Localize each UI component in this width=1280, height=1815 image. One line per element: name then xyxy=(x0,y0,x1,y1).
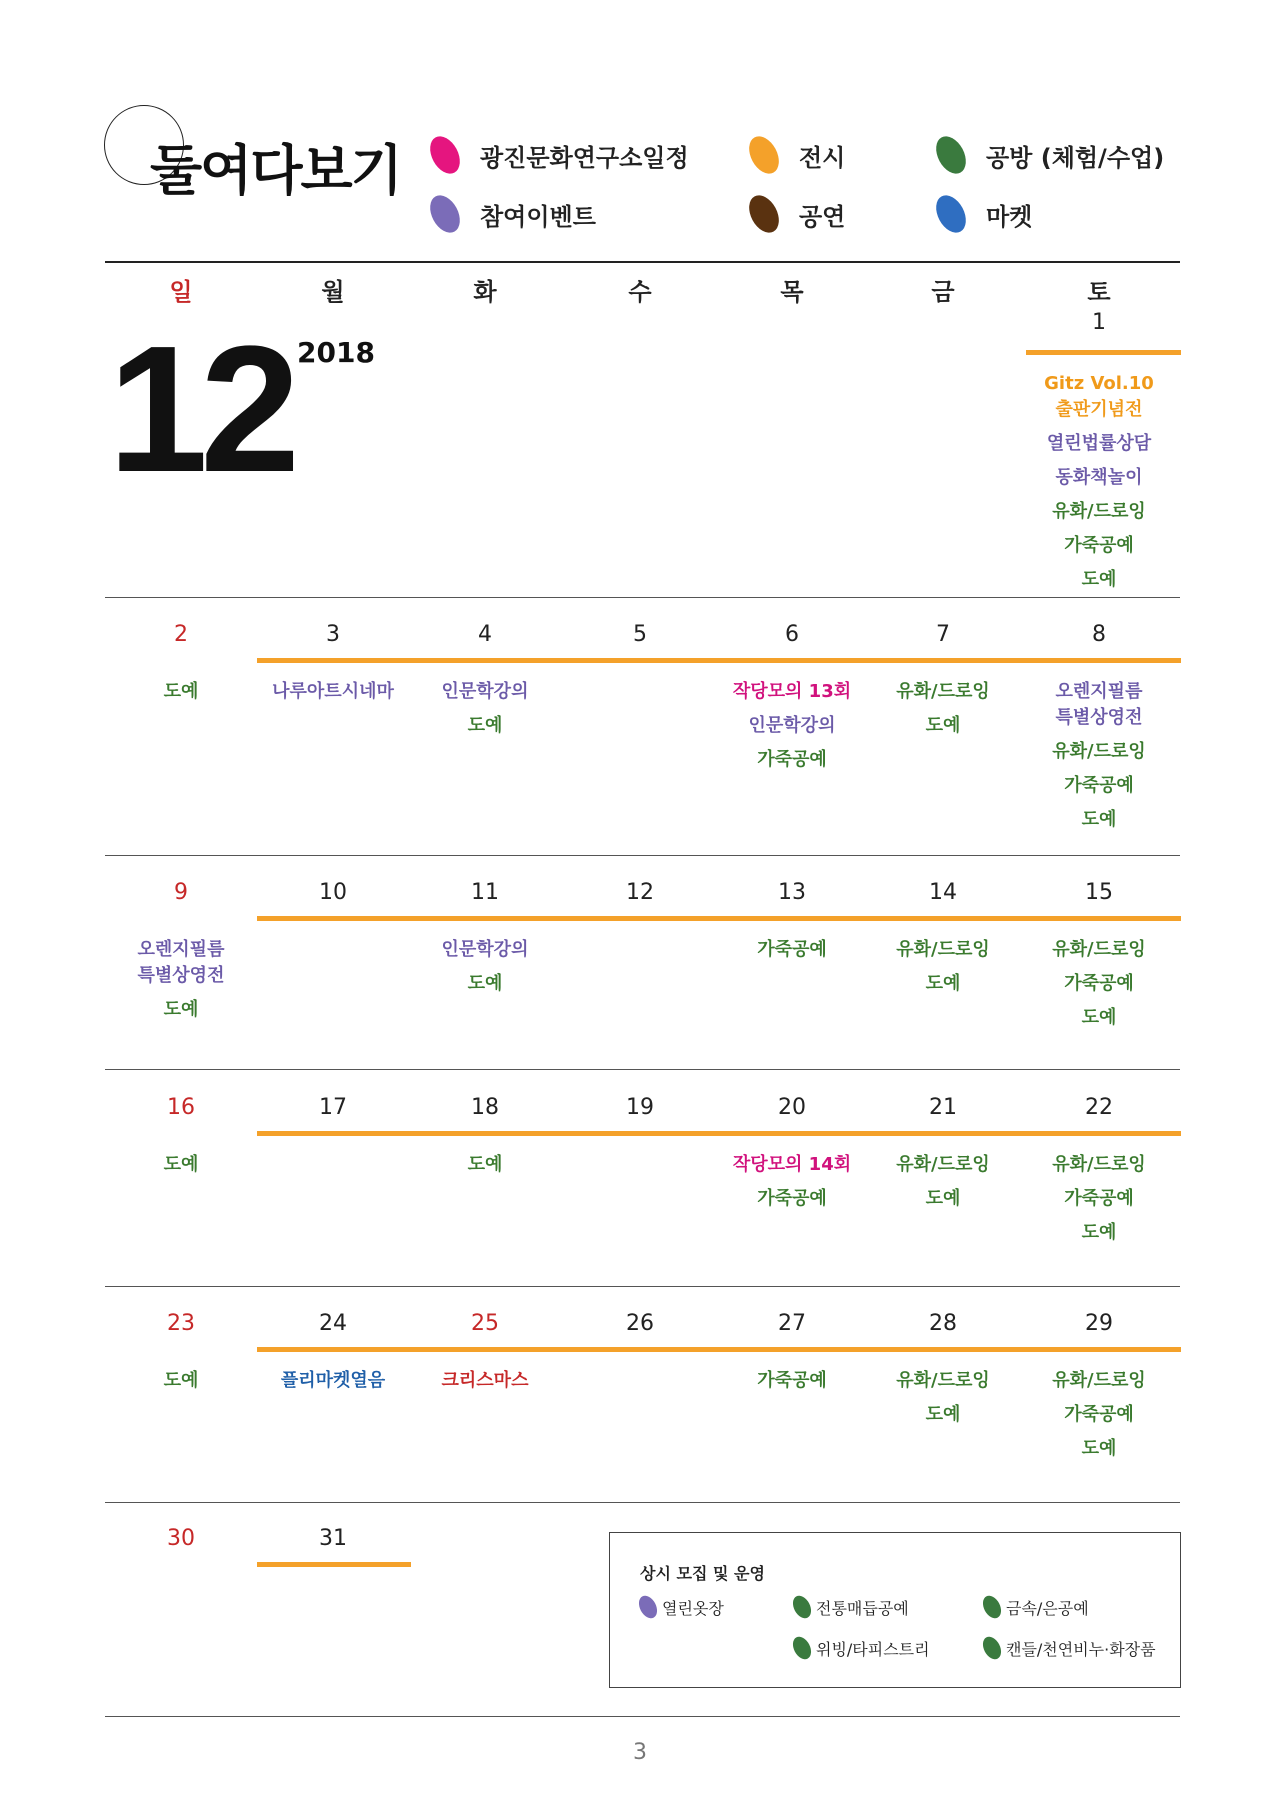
legend-label: 광진문화연구소일정 xyxy=(480,143,689,172)
weekday-label: 화 xyxy=(473,277,497,306)
calendar-event: 가죽공예 xyxy=(1064,1404,1134,1425)
day-number: 19 xyxy=(626,1095,654,1120)
legend-item-workshop xyxy=(938,135,1164,175)
weekday-label: 월 xyxy=(321,277,345,306)
legend-label: 공연 xyxy=(799,202,846,231)
box-item-label: 위빙/타피스트리 xyxy=(816,1639,930,1659)
box-item xyxy=(794,1636,930,1660)
box-item xyxy=(984,1636,1156,1660)
calendar-event: 유화/드로잉 xyxy=(1052,1154,1146,1175)
day-number: 23 xyxy=(167,1311,195,1336)
day-number: 15 xyxy=(1085,880,1113,905)
calendar-event: 도예 xyxy=(163,999,199,1020)
calendar-event: 도예 xyxy=(163,681,199,702)
header xyxy=(0,0,1280,260)
calendar-event: 특별상영전 xyxy=(137,965,225,986)
calendar-event: 가죽공예 xyxy=(757,1370,827,1391)
weekday-label: 목 xyxy=(780,277,804,306)
week-separator xyxy=(105,1069,1180,1070)
calendar-event: 유화/드로잉 xyxy=(896,1154,990,1175)
day-number: 3 xyxy=(326,622,340,647)
calendar-event: 유화/드로잉 xyxy=(1052,1370,1146,1391)
calendar-event: 유화/드로잉 xyxy=(1052,741,1146,762)
calendar-event: 작당모의 14회 xyxy=(732,1154,852,1175)
calendar-event: 도예 xyxy=(1081,809,1117,830)
calendar-event: 플리마켓열음 xyxy=(280,1370,386,1391)
calendar-event: 가죽공예 xyxy=(1064,973,1134,994)
calendar-event: 유화/드로잉 xyxy=(1052,939,1146,960)
box-item xyxy=(984,1595,1089,1619)
page-number: 3 xyxy=(633,1740,647,1765)
calendar-event: 가죽공예 xyxy=(1064,535,1134,556)
calendar-event: 인문학강의 xyxy=(748,715,836,736)
calendar-event: 유화/드로잉 xyxy=(896,681,990,702)
calendar-event: 유화/드로잉 xyxy=(896,1370,990,1391)
leaf-icon xyxy=(979,1593,1004,1622)
day-number: 13 xyxy=(778,880,806,905)
leaf-icon xyxy=(635,1593,660,1622)
week-bar xyxy=(257,1347,1181,1352)
day-number: 2 xyxy=(174,622,188,647)
calendar-event: 가죽공예 xyxy=(757,1188,827,1209)
calendar-event: 가죽공예 xyxy=(1064,775,1134,796)
day-number: 18 xyxy=(471,1095,499,1120)
leaf-icon xyxy=(743,131,785,179)
day-number: 16 xyxy=(167,1095,195,1120)
day-number: 26 xyxy=(626,1311,654,1336)
calendar-event: 도예 xyxy=(925,715,961,736)
legend-item-lab xyxy=(432,135,689,175)
permanent-programs-box xyxy=(609,1532,1181,1688)
calendar-event: 도예 xyxy=(925,973,961,994)
calendar-event: 나루아트시네마 xyxy=(272,681,394,702)
calendar-event: 특별상영전 xyxy=(1055,707,1143,728)
day-number: 31 xyxy=(319,1526,347,1551)
weekday-label: 일 xyxy=(169,277,193,306)
box-item-label: 열린옷장 xyxy=(662,1598,724,1618)
week-separator xyxy=(105,1286,1180,1287)
day-number: 29 xyxy=(1085,1311,1113,1336)
weekday-label: 금 xyxy=(931,277,955,306)
day-number: 10 xyxy=(319,880,347,905)
day-number: 11 xyxy=(471,880,499,905)
leaf-icon xyxy=(789,1593,814,1622)
calendar-event: 출판기념전 xyxy=(1055,399,1143,420)
calendar-event: 오렌지필름 xyxy=(1055,681,1143,702)
day-number: 4 xyxy=(478,622,492,647)
leaf-icon xyxy=(930,190,972,238)
week-bar xyxy=(257,1562,411,1567)
week-separator xyxy=(105,597,1180,598)
box-item xyxy=(640,1595,724,1619)
week-separator xyxy=(105,1502,1180,1503)
calendar-event: 유화/드로잉 xyxy=(896,939,990,960)
calendar-event: 도예 xyxy=(1081,1007,1117,1028)
day-number: 8 xyxy=(1092,622,1106,647)
legend-label: 마켓 xyxy=(986,202,1033,231)
week-bar xyxy=(257,916,1181,921)
week-separator xyxy=(105,855,1180,856)
calendar-event: 가죽공예 xyxy=(757,749,827,770)
leaf-icon xyxy=(979,1634,1004,1663)
calendar-event: 도예 xyxy=(467,715,503,736)
weekday-label: 수 xyxy=(628,277,652,306)
legend-label: 참여이벤트 xyxy=(480,202,596,231)
day-number: 17 xyxy=(319,1095,347,1120)
box-item xyxy=(794,1595,909,1619)
leaf-icon xyxy=(743,190,785,238)
week-bar xyxy=(1026,350,1181,355)
day-number: 12 xyxy=(626,880,654,905)
day-number: 30 xyxy=(167,1526,195,1551)
calendar-event: Gitz Vol.10 xyxy=(1044,373,1154,394)
day-number: 14 xyxy=(929,880,957,905)
leaf-icon xyxy=(424,131,466,179)
header-rule xyxy=(105,261,1180,263)
month-number: 12 xyxy=(108,309,293,510)
leaf-icon xyxy=(789,1634,814,1663)
calendar-event: 도예 xyxy=(1081,569,1117,590)
leaf-icon xyxy=(930,131,972,179)
footer-rule xyxy=(105,1716,1180,1717)
calendar-event: 인문학강의 xyxy=(441,681,529,702)
box-item-label: 전통매듭공예 xyxy=(816,1598,909,1618)
day-number: 5 xyxy=(633,622,647,647)
weekday-label: 토 xyxy=(1087,277,1111,306)
page-title: 둘여다보기 xyxy=(150,138,401,202)
calendar-event: 가죽공예 xyxy=(1064,1188,1134,1209)
day-number: 25 xyxy=(471,1311,499,1336)
calendar-event: 가죽공예 xyxy=(757,939,827,960)
calendar-event: 크리스마스 xyxy=(441,1370,529,1391)
box-item-label: 캔들/천연비누·화장품 xyxy=(1006,1639,1156,1659)
calendar-event: 도예 xyxy=(163,1370,199,1391)
calendar-event: 도예 xyxy=(467,973,503,994)
day-number: 9 xyxy=(174,880,188,905)
day-number: 21 xyxy=(929,1095,957,1120)
day-number: 6 xyxy=(785,622,799,647)
legend-label: 전시 xyxy=(799,143,846,172)
year-label: 2018 xyxy=(297,336,375,369)
calendar-event: 열린법률상담 xyxy=(1046,433,1152,454)
calendar-event: 도예 xyxy=(925,1404,961,1425)
calendar-event: 도예 xyxy=(1081,1438,1117,1459)
day-number: 24 xyxy=(319,1311,347,1336)
calendar-event: 유화/드로잉 xyxy=(1052,501,1146,522)
calendar-event: 도예 xyxy=(1081,1222,1117,1243)
day-number: 7 xyxy=(936,622,950,647)
box-item-label: 금속/은공예 xyxy=(1006,1598,1089,1618)
legend-item-performance xyxy=(751,194,845,234)
legend-item-market xyxy=(938,194,1032,234)
day-number: 28 xyxy=(929,1311,957,1336)
calendar-event: 도예 xyxy=(163,1154,199,1175)
day-number: 1 xyxy=(1092,310,1106,335)
calendar-event: 동화책놀이 xyxy=(1055,467,1143,488)
week-bar xyxy=(257,658,1181,663)
day-number: 22 xyxy=(1085,1095,1113,1120)
calendar-event: 인문학강의 xyxy=(441,939,529,960)
calendar-event: 도예 xyxy=(467,1154,503,1175)
legend-label: 공방 (체험/수업) xyxy=(986,143,1165,172)
leaf-icon xyxy=(424,190,466,238)
legend-item-event xyxy=(432,194,596,234)
box-title: 상시 모집 및 운영 xyxy=(640,1564,765,1583)
day-number: 27 xyxy=(778,1311,806,1336)
calendar-event: 오렌지필름 xyxy=(137,939,225,960)
day-number: 20 xyxy=(778,1095,806,1120)
legend-item-exhibition xyxy=(751,135,845,175)
calendar-event: 작당모의 13회 xyxy=(732,681,852,702)
calendar-event: 도예 xyxy=(925,1188,961,1209)
week-bar xyxy=(257,1131,1181,1136)
